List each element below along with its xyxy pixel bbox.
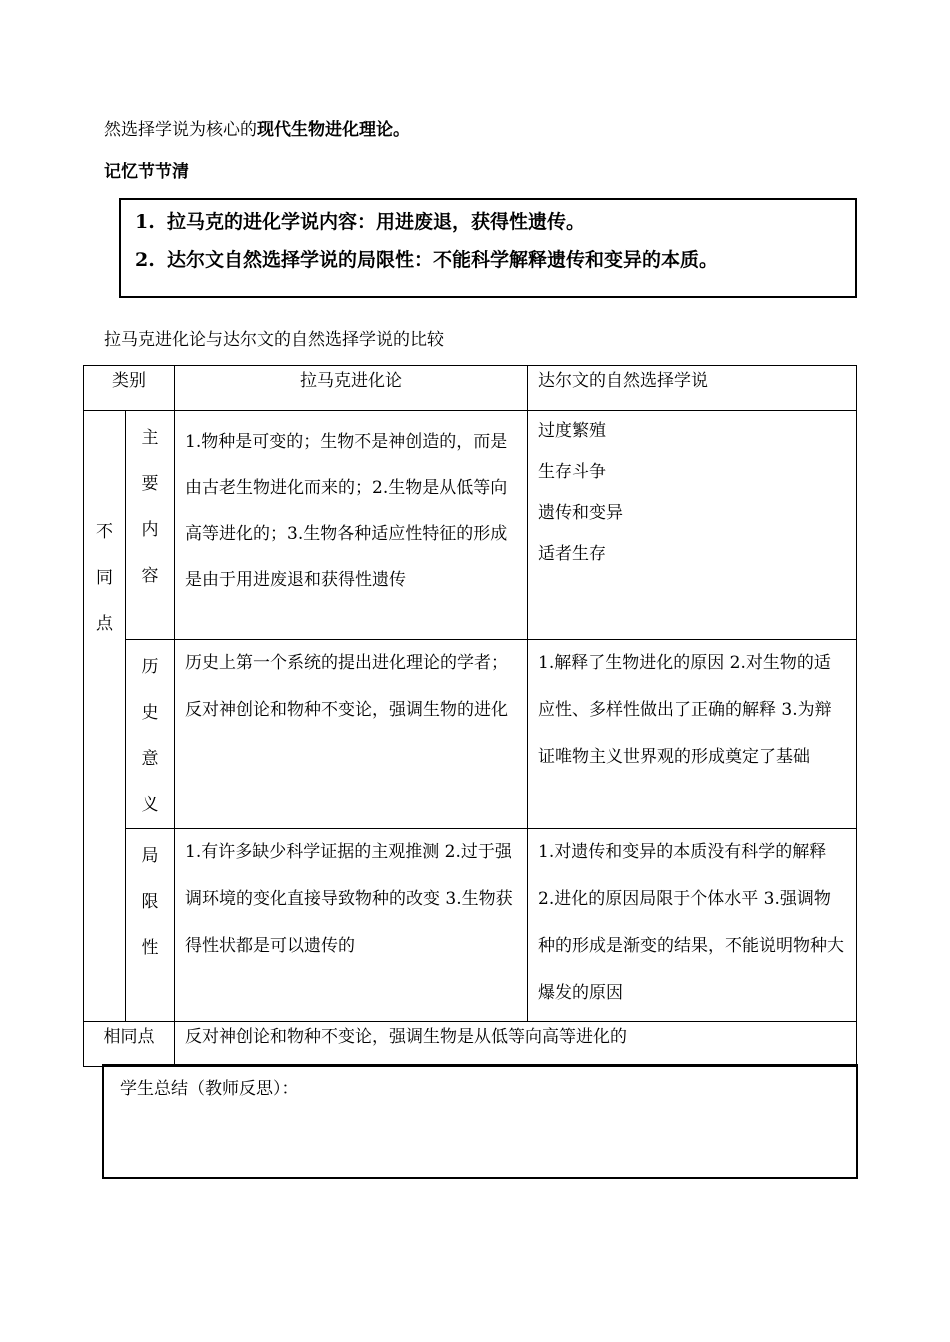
memory-heading: 记忆节节清 (104, 162, 189, 182)
lamarck-content-cell: 1.物种是可变的；生物不是神创造的，而是由古老生物进化而来的；2.生物是从低等向高等进化的；3.生物各种适应性特征的形成是由于用进废退和获得性遗传 (175, 411, 528, 640)
darwin-point: 遗传和变异 (538, 503, 623, 523)
intro-line (104, 118, 410, 142)
memory-item (135, 209, 585, 235)
row-label-history: 历 史 意 义 (126, 640, 175, 829)
table-row (84, 829, 857, 1022)
table-caption: 拉马克进化论与达尔文的自然选择学说的比较 (104, 330, 444, 350)
comparison-table (83, 365, 857, 1067)
lamarck-history-cell: 历史上第一个系统的提出进化理论的学者；反对神创论和物种不变论，强调生物的进化 (175, 640, 528, 829)
memory-item-num: 2. (135, 249, 155, 271)
table-row-same (84, 1022, 857, 1067)
table-header-row (84, 366, 857, 411)
darwin-point: 生存斗争 (538, 462, 606, 482)
group-label-different: 不 同 点 (84, 411, 126, 1022)
header-category: 类别 (84, 366, 175, 411)
lamarck-limitations-cell: 1.有许多缺少科学证据的主观推测 2.过于强调环境的变化直接导致物种的改变 3.生物获得性状都是可以遗传的 (175, 829, 528, 1022)
header-lamarck: 拉马克进化论 (175, 366, 528, 411)
row-label-limitations: 局 限 性 (126, 829, 175, 1022)
memory-item (135, 247, 718, 273)
memory-item-num: 1. (135, 211, 155, 233)
darwin-point: 适者生存 (538, 544, 606, 564)
darwin-content-cell (528, 411, 857, 640)
table-row (84, 411, 857, 640)
darwin-history-cell: 1.解释了生物进化的原因 2.对生物的适应性、多样性做出了正确的解释 3.为辩证唯物主义世界观的形成奠定了基础 (528, 640, 857, 829)
summary-label: 学生总结（教师反思）： (120, 1079, 299, 1099)
intro-prefix: 然选择学说为核心的 (104, 120, 257, 140)
memory-item-text: 拉马克的进化学说内容：用进废退，获得性遗传。 (167, 211, 586, 233)
darwin-point: 过度繁殖 (538, 421, 606, 441)
row-label-content: 主 要 内 容 (126, 411, 175, 640)
memory-box (119, 198, 857, 298)
intro-bold: 现代生物进化理论。 (257, 120, 410, 140)
same-label: 相同点 (84, 1022, 175, 1067)
header-darwin: 达尔文的自然选择学说 (528, 366, 857, 411)
darwin-limitations-cell: 1.对遗传和变异的本质没有科学的解释 2.进化的原因局限于个体水平 3.强调物种的形成是渐变的结果，不能说明物种大爆发的原因 (528, 829, 857, 1022)
summary-box (102, 1064, 858, 1179)
same-text: 反对神创论和物种不变论，强调生物是从低等向高等进化的 (175, 1022, 857, 1067)
table-row (84, 640, 857, 829)
memory-item-text: 达尔文自然选择学说的局限性：不能科学解释遗传和变异的本质。 (167, 249, 719, 271)
